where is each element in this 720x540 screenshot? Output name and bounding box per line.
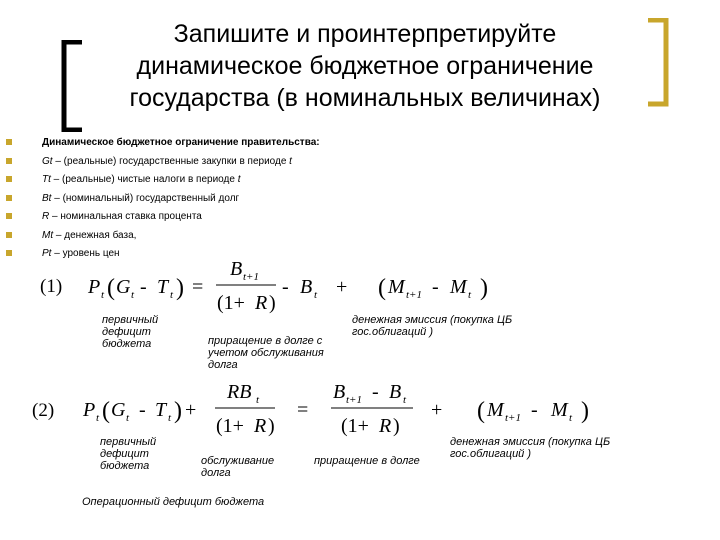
svg-text:+: +	[431, 399, 443, 421]
svg-text:(: (	[378, 275, 386, 301]
svg-text:B: B	[389, 381, 402, 403]
svg-text:(1+: (1+	[217, 292, 245, 314]
list-item: Динамическое бюджетное ограничение правительства:	[6, 136, 320, 155]
equation-1-debt-annotation: приращение в долге с учетом обслуживания долга	[208, 335, 324, 371]
svg-text:B: B	[333, 381, 346, 403]
right-bracket-decoration	[644, 18, 674, 108]
bullet-square-icon	[6, 213, 12, 219]
svg-text:(1+: (1+	[341, 415, 369, 437]
svg-text:M: M	[388, 276, 405, 298]
svg-text:P: P	[88, 276, 101, 298]
svg-text:): )	[174, 398, 182, 424]
svg-text:t: t	[468, 289, 472, 301]
equation-2-emission-annotation: денежная эмиссия (покупка ЦБ гос.облигаций )	[450, 436, 611, 460]
svg-text:R: R	[255, 292, 268, 314]
svg-text:M: M	[450, 276, 467, 298]
svg-text:t: t	[569, 412, 573, 424]
svg-text:t: t	[126, 412, 130, 424]
bullet-square-icon	[6, 158, 12, 164]
list-item: Tt – (реальные) чистые налоги в периоде t	[6, 173, 320, 192]
definitions-list	[6, 136, 320, 266]
svg-text:(: (	[102, 398, 110, 424]
svg-text:T: T	[155, 399, 167, 421]
equation-1	[80, 255, 520, 317]
equation-2-debt-annotation: приращение в долге	[314, 455, 420, 467]
svg-text:t: t	[131, 289, 135, 301]
svg-text:): )	[480, 275, 488, 301]
svg-text:T: T	[157, 276, 169, 298]
svg-text:R: R	[379, 415, 392, 437]
equation-1-label: (1)	[40, 276, 63, 297]
svg-text:t: t	[314, 289, 318, 301]
svg-text:=: =	[297, 399, 309, 421]
svg-text:P: P	[83, 399, 96, 421]
list-item: Gt – (реальные) государственные закупки в периоде t	[6, 155, 320, 174]
svg-text:): )	[269, 292, 276, 314]
svg-text:RB: RB	[227, 381, 252, 403]
svg-text:t+1: t+1	[346, 394, 362, 406]
svg-text:): )	[581, 398, 589, 424]
svg-text:+: +	[336, 276, 348, 298]
svg-text:+: +	[185, 399, 197, 421]
svg-text:M: M	[487, 399, 504, 421]
svg-text:-: -	[282, 276, 289, 298]
svg-text:t: t	[170, 289, 174, 301]
svg-text:G: G	[116, 276, 131, 298]
list-item: Pt – уровень цен	[6, 247, 320, 266]
left-bracket-decoration	[58, 40, 88, 132]
svg-text:(1+: (1+	[216, 415, 244, 437]
slide-title: Запишите и проинтерпретируйте динамическое бюджетное ограничение государства (в номинальных величинах)	[129, 20, 601, 112]
svg-text:B: B	[300, 276, 313, 298]
svg-text:t: t	[101, 289, 105, 301]
equation-2-service-annotation: обслуживание долга	[201, 455, 275, 479]
operational-deficit-annotation: Операционный дефицит бюджета	[82, 496, 265, 508]
equation-1-emission-annotation: денежная эмиссия (покупка ЦБ гос.облигаций )	[352, 314, 513, 338]
svg-text:t+1: t+1	[406, 289, 422, 301]
list-item: R – номинальная ставка процента	[6, 210, 320, 229]
svg-text:): )	[176, 275, 184, 301]
svg-text:M: M	[551, 399, 568, 421]
bullet-square-icon	[6, 195, 12, 201]
list-item: Mt – денежная база,	[6, 229, 320, 248]
svg-text:R: R	[254, 415, 267, 437]
svg-text:t: t	[96, 412, 100, 424]
svg-text:-: -	[372, 381, 379, 403]
equation-2	[75, 378, 615, 440]
svg-text:-: -	[139, 399, 146, 421]
svg-text:B: B	[230, 258, 243, 280]
equation-2-deficit-annotation: первичный дефицит бюджета	[100, 436, 157, 472]
bullet-square-icon	[6, 232, 12, 238]
svg-text:=: =	[192, 276, 204, 298]
svg-text:(: (	[477, 398, 485, 424]
svg-text:-: -	[432, 276, 439, 298]
equation-2-label: (2)	[32, 400, 55, 421]
bullet-square-icon	[6, 250, 12, 256]
bullet-square-icon	[6, 139, 12, 145]
svg-text:): )	[268, 415, 275, 437]
svg-text:(: (	[107, 275, 115, 301]
svg-text:-: -	[140, 276, 147, 298]
list-item: Bt – (номинальный) государственный долг	[6, 192, 320, 211]
svg-text:-: -	[531, 399, 538, 421]
svg-text:t: t	[168, 412, 172, 424]
svg-text:G: G	[111, 399, 126, 421]
svg-text:t: t	[256, 394, 260, 406]
equation-1-deficit-annotation: первичный дефицит бюджета	[102, 314, 159, 350]
svg-text:t+1: t+1	[243, 271, 259, 283]
svg-text:t: t	[403, 394, 407, 406]
bullet-square-icon	[6, 176, 12, 182]
svg-text:): )	[393, 415, 400, 437]
svg-text:t+1: t+1	[505, 412, 521, 424]
